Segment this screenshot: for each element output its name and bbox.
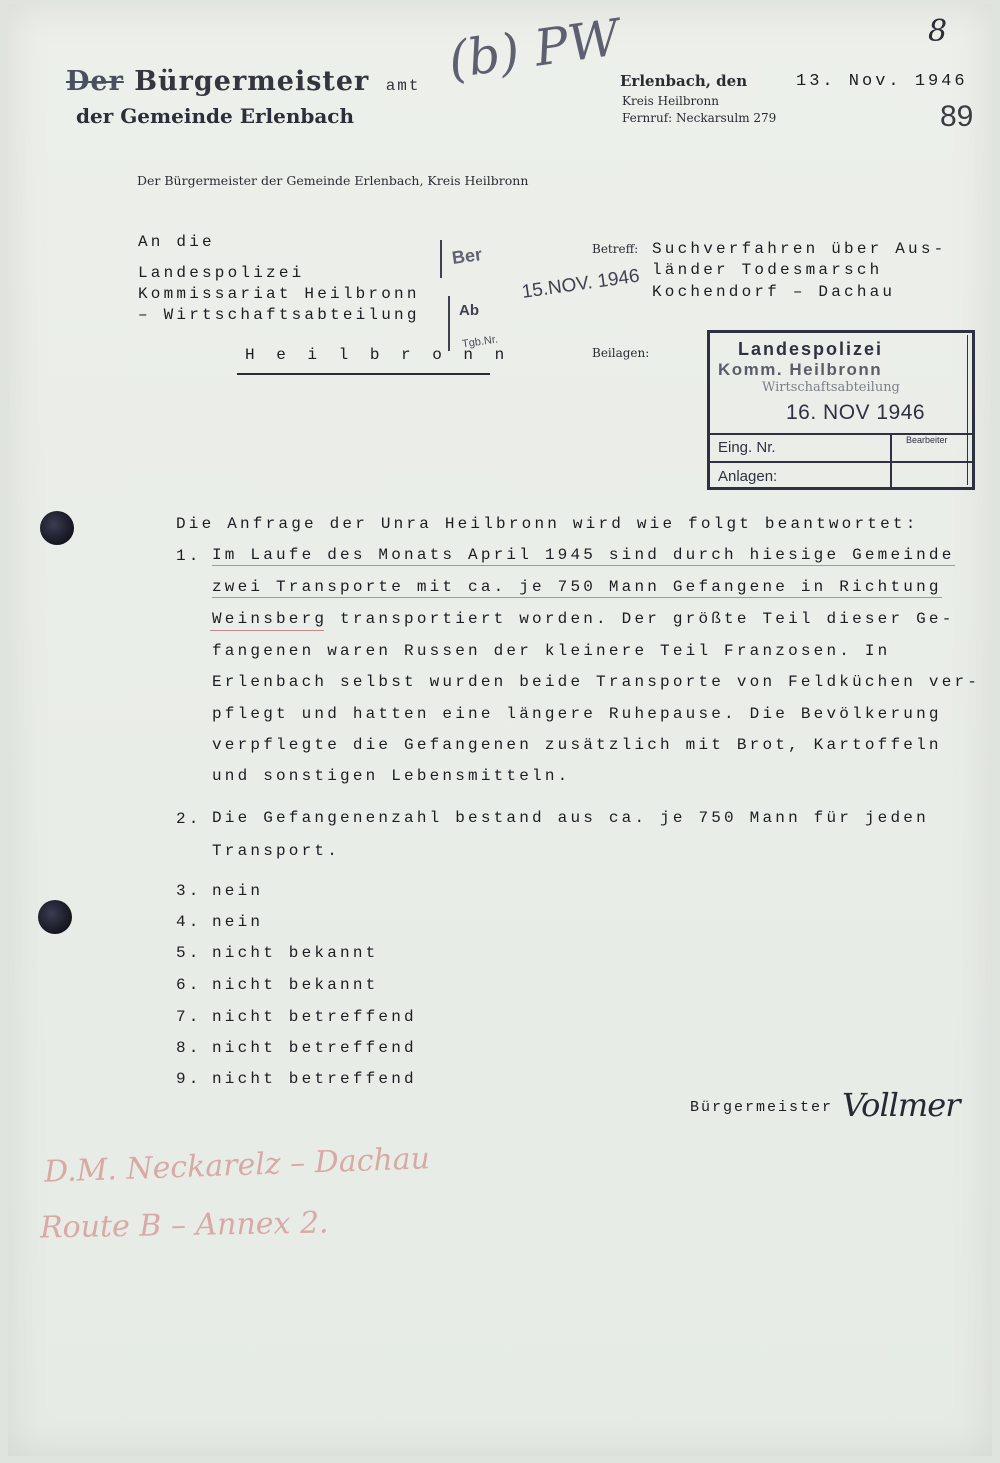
phone-line: Fernruf: Neckarsulm 279 [622, 111, 777, 125]
item-6-text: nicht bekannt [212, 976, 379, 994]
item-1-line-3: Weinsberg transportiert worden. Der größte Teil dieser Ge- [212, 610, 955, 628]
item-1-line-1 [212, 546, 955, 564]
handwritten-note: (b) PW [444, 8, 624, 90]
letterhead-subtitle: der Gemeinde Erlenbach [76, 104, 355, 128]
police-stamp-divider-2 [710, 461, 972, 463]
item-5-number: 5. [176, 944, 202, 962]
police-stamp-bearbeiter-label: Bearbeiter [906, 435, 948, 445]
subject-line-1: Suchverfahren über Aus- [652, 240, 947, 258]
received-stamp-side: Ab [459, 302, 479, 319]
recipient-line-1: An die [138, 233, 215, 251]
subject-line-3: Kochendorf – Dachau [652, 283, 896, 301]
police-stamp-line-1: Landespolizei [738, 339, 884, 359]
item-1-line-7: verpflegte die Gefangenen zusätzlich mit Brot, Kartoffeln [212, 736, 942, 754]
item-6-number: 6. [176, 976, 202, 994]
recipient-city: H e i l b r o n n [245, 346, 511, 364]
weinsberg-underline [210, 630, 324, 631]
place-label: Erlenbach, den [620, 72, 748, 90]
beilagen-label: Beilagen: [592, 346, 650, 360]
place-date-line [620, 72, 747, 90]
item-4-text: nein [212, 913, 264, 931]
item-1-line-6: pflegt und hatten eine längere Ruhepause. Die Bevölkerung [212, 705, 942, 723]
item-5-text: nicht bekannt [212, 944, 379, 962]
received-stamp-date: 15.NOV. 1946 [520, 265, 641, 303]
recipient-line-4: – Wirtschaftsabteilung [138, 306, 420, 324]
letterhead-struck-word: Der [66, 66, 124, 97]
police-stamp-column [890, 433, 892, 487]
letterhead-title-main: Bürgermeister [134, 66, 370, 97]
police-stamp-anlagen-label: Anlagen: [718, 468, 778, 485]
red-annotation-line-2: Route B – Annex 2. [39, 1205, 329, 1246]
police-stamp-eing-label: Eing. Nr. [718, 439, 776, 456]
signature: Vollmer [842, 1086, 960, 1124]
letterhead-title [66, 66, 421, 97]
recipient-line-2: Landespolizei [138, 264, 305, 282]
received-stamp-bracket-2 [448, 296, 450, 351]
city-underline [237, 373, 490, 375]
item-1-line-1-text: Im Laufe des Monats April 1945 sind durch hiesige Gemeinde [212, 546, 955, 564]
letterhead-title-suffix: amt [385, 77, 421, 95]
item-8-text: nicht betreffend [212, 1039, 417, 1057]
item-8-number: 8. [176, 1039, 202, 1057]
item-1-line-2 [212, 578, 942, 596]
body-intro: Die Anfrage der Unra Heilbronn wird wie folgt beantwortet: [176, 515, 919, 533]
sender-line: Der Bürgermeister der Gemeinde Erlenbach, Kreis Heilbronn [137, 173, 529, 188]
item-2-line-1: Die Gefangenenzahl bestand aus ca. je 750 Mann für jeden [212, 809, 929, 827]
police-stamp-line-3: Wirtschaftsabteilung [762, 380, 900, 395]
item-1-line-5: Erlenbach selbst wurden beide Transporte von Feldküchen ver- [212, 673, 981, 691]
police-stamp [707, 330, 975, 490]
item-1-number: 1. [176, 547, 202, 565]
red-annotation-line-1: D.M. Neckarelz – Dachau [43, 1141, 431, 1190]
top-right-mark: 8 [928, 14, 948, 49]
item-3-number: 3. [176, 882, 202, 900]
punch-hole-lower [38, 900, 72, 934]
item-9-text: nicht betreffend [212, 1070, 417, 1088]
subject-label: Betreff: [592, 242, 639, 256]
police-stamp-edge [967, 335, 968, 485]
item-7-number: 7. [176, 1008, 202, 1026]
recipient-line-3: Kommissariat Heilbronn [138, 285, 420, 303]
folio-number: 89 [940, 100, 974, 133]
subject-line-2: länder Todesmarsch [652, 261, 883, 279]
item-4-number: 4. [176, 913, 202, 931]
item-1-line-2-text: zwei Transporte mit ca. je 750 Mann Gefangene in Richtung [212, 578, 942, 596]
punch-hole-upper [40, 511, 74, 545]
item-2-number: 2. [176, 810, 202, 828]
item-2-line-2: Transport. [212, 842, 341, 860]
signature-label: Bürgermeister [690, 1099, 834, 1116]
received-stamp-note: Tgb.Nr. [461, 333, 499, 351]
item-1-line-4: fangenen waren Russen der kleinere Teil Franzosen. In [212, 642, 891, 660]
item-9-number: 9. [176, 1070, 202, 1088]
item-1-line-8: und sonstigen Lebensmitteln. [212, 767, 571, 785]
received-stamp-top: Ber [450, 244, 484, 268]
letter-date: 13. Nov. 1946 [796, 72, 968, 91]
received-stamp-bracket [440, 240, 442, 278]
item-3-text: nein [212, 882, 264, 900]
kreis-line: Kreis Heilbronn [622, 94, 719, 108]
police-stamp-date: 16. NOV 1946 [786, 401, 926, 424]
item-7-text: nicht betreffend [212, 1008, 417, 1026]
police-stamp-line-2: Komm. Heilbronn [718, 360, 883, 379]
